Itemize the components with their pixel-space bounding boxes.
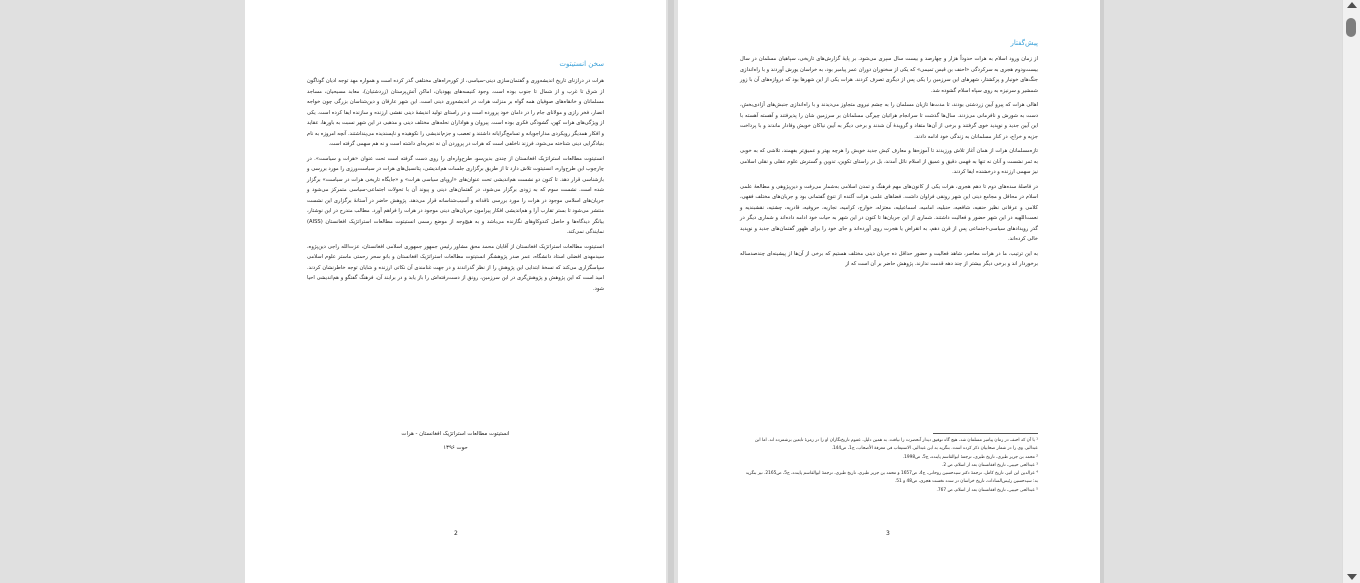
document-page-2 <box>245 0 666 583</box>
paragraph: انستیتوت مطالعات استراتژیک افغانستان از آقایان محمد محق مشاور رئیس جمهور جمهوری اسلامی افغانستان، عزت‌الله راجی دین‌پژوه، سیدمهدی افضلی استاد دانشگاه، عمر صدر پژوهشگر انستیتوت مطالعات استراتژیک افغانستان و بانو سحر رحمتی ماستر علوم اسلامی سپاسگزاری می‌کند که نسخهٔ ابتدایی این پژوهش را از نظر گذراندند و در جهت غنامندی آن نکاتی ارزنده و شایان توجه خاطرنشان کردند. امید است که این پژوهش و پژوهش‌گری در این سرزمین، رونق از دست‌رفته‌اش را باز یابد و در برابند آن، فرهنگ گفتگو و هم‌اندیشی احیا شود. <box>307 243 604 292</box>
footnote: ⁵ عبدالحی حبیبی، تاریخ افغانستان بعد از اسلام، ص 767. <box>936 487 1038 493</box>
paragraph: تازه‌مسلمانان هرات از همان آغاز تلاش ورزیدند تا آموزه‌ها و معارف کیش جدید خویش را هرچه بهتر و عمیق‌تر بفهمند، تلاشی که به خوبی به ثمر نشست و آنان نه تنها به فهمی دقیق و عمیق از اسلام نائل آمدند، بل در راستای تکوین، تدوین و گسترش علوم عقلی و نقلی اسلامی نیز سهمی ارزنده و درخشنده ایفا کردند. <box>740 148 1038 175</box>
paragraph: اهالی هرات که پیرو آیین زردشتی بودند، تا مدت‌ها تازیان مسلمان را به چشم نیروی متجاوز می‌دیدند و با راه‌اندازی جنبش‌های آزادی‌بخش، دست به شورش و نافرمانی می‌زدند. سال‌ها گذشت تا سرانجام هراتیان چیرگی مسلمانان بر سرزمین شان را پذیرفتند و آهسته آهسته با این آیین جدید و نوپدید خوی گرفتند و برخی از آن‌ها متقاد و گرویدهٔ آن شدند و برخی دیگر به آیین نیاکان خویش وفادار ماندند و با پرداخت جزیه و خراج، در کنار مسلمانان به زندگی خود ادامه دادند. <box>740 102 1038 140</box>
scroll-down-arrow-icon[interactable] <box>1347 574 1357 580</box>
scroll-up-arrow-icon[interactable] <box>1347 2 1357 8</box>
page-edge-shadow <box>1100 0 1104 583</box>
section-heading: سخن انستیتوت <box>559 60 604 68</box>
body-text <box>307 76 604 294</box>
paragraph: هرات در درازنای تاریخ اندیشه‌وری و گفتمان‌سازی دینی-سیاسی، از کوره‌راه‌های مختلفی گذر کرده است و همواره مهد توجه ادیان گوناگون از شرق تا غرب و از شمال تا جنوب بوده است. وجود کنیسه‌های یهودیان، اماکن آتش‌پرستان (زردشتیان)، معابد مسیحیان، مساجد مسلمانان و خانقاه‌های صوفیان همه گواه بر منزلت هرات در اندیشه‌وری دینی است. این شهر عارفان و دین‌شناسان بزرگی چون خواجه انصار، فخر رازی و مولانای جام را در دامان خود پرورده است و در راستای تولید اندیشهٔ دینی نقشی ارزنده و سازنده ایفا کرده است. یکی از ویژگی‌های هرات کهن، گشودگی فکری بوده است. پیروان و هواداران نحله‌های مختلف دینی و مذهبی در این شهر نسبت به باورها، عقاید و افکار همدیگر رویکردی مداراجویانه و تسامح‌گرایانه داشتند و تعصب و جزم‌اندیشی را نکوهیده و ناپسندیده می‌پنداشتند. آنچه امروزه به نام بنیادگرایی دینی شناخته می‌شود، فرزند ناخلفی است که هرات در پروردن آن نه تجربه‌ای داشته است و نه هم سهمی گرفته است. <box>307 78 604 147</box>
section-heading: پیش‌گفتار <box>1010 39 1038 47</box>
footnote: ⁴ عزالدین ابن اثیر، تاریخ کامل، ترجمهٔ دکتر سیدحسین روحانی، ج4، ص1657 و محمد بن جریر طبری، تاریخ طبری، ترجمهٔ ابوالقاسم پاینده، ج5، ص2165. نیز بنگرید به: سیدحسین رئیس‌السادات، تاریخ خراسان در سده نخست هجری، ص48 و 51. <box>745 471 1038 485</box>
scroll-thumb[interactable] <box>1346 18 1356 37</box>
footnote-separator <box>933 433 1038 434</box>
footnotes <box>740 437 1038 495</box>
document-page-3 <box>678 0 1100 583</box>
paragraph: به این ترتیب، ما در هرات معاصر، شاهد فعالیت و حضور حداقل ده جریان دینی مختلف هستیم که برخی از آن‌ها از پیشینه‌ای چندصدساله برخوردار اند و برخی دیگر بیشتر از چند دهه قدمت ندارند. پژوهش حاضر بر آن است که از <box>740 250 1038 267</box>
page-number: 3 <box>886 530 890 537</box>
paragraph: انستیتوت مطالعات استراتژیک افغانستان از چندی بدین‌سو، طرح‌واره‌ای را روی دست گرفته است تحت عنوان «هرات و سیاست». در چارچوب این طرح‌واره، انستیتوت تلاش دارد تا از طریق برگزاری جلسات هم‌اندیشی، پتانسیل‌های هرات در سیاست‌ورزی را مورد بررسی و بازشناسی قرار دهد. تا کنون دو نشست هم‌اندیشی تحت عنوان‌های «اروپای سیاسی هرات» و «جایگاه تاریخی هرات در سیاست» برگزار شده است. نشست سوم که به زودی برگزار می‌شود، در گفتمان‌های دینی و پیوند آن با تحولات اجتماعی-سیاسی متمرکز می‌شود و جریان‌های اسلامی موجود در هرات را مورد بررسی ناقدانه و آسیب‌شناسانه قرار می‌دهد. پژوهش حاضر در آستانهٔ برگزاری این نشست منتشر می‌شود تا بستر تقارب آرا و هم‌اندیشی افکار پیرامون جریان‌های دینی موجود در هرات را فراهم آورد. مطالب مندرج در این نوشتار، بیانگر دیدگاه‌ها و حاصل کندوکاوهای نگارنده می‌باشد و به هیچ‌وجه از موضع رسمی انستیتوت مطالعات استراتژیک افغانستان (AISS) نمایندگی نمی‌کند. <box>307 155 604 235</box>
signature-org: انستیتوت مطالعات استراتژیک افغانستان - هرات <box>401 431 510 437</box>
paragraph: در فاصلهٔ سده‌های دوم تا دهم هجری، هرات یکی از کانون‌های مهم فرهنگ و تمدن اسلامی به‌شمار می‌رفت و دین‌پژوهی و مطالعهٔ علمی اسلام در محافل و مجامع دینی این شهر رونقی فراوان داشت. فضاهای علمی هرات آکنده از تنوع گفتمانی بود و جریان‌های مختلف فقهی، کلامی و عرفانی نظیر حنفیه، شافعیه، حنبلیه، امامیه، اسماعیلیه، معتزله، خوارج، کرامیه، نجاریه، حروفیه، قادریه، چشتیه، نقشبندیه و نعمت‌اللهیه در این شهر حضور و فعالیت داشتند. شماری از این جریان‌ها تا کنون در این شهر به حیات خود ادامه داده‌اند و شماری دیگر در گذر رویدادهای سیاسی-اجتماعی پس از قرن دهم، به انقراض یا هجرت روی آورده‌اند و جای خود را برای ظهور گفتمان‌های جدید و نوپدید خالی کرده‌اند. <box>740 183 1038 242</box>
page-number: 2 <box>454 530 458 537</box>
body-text <box>740 54 1038 270</box>
vertical-scrollbar[interactable] <box>1342 0 1360 583</box>
signature-date: حوت ۱۳۹۶ <box>443 445 468 451</box>
footnote: ³ عبدالحی حبیبی، تاریخ افغانستان بعد از اسلام، ص 2. <box>942 462 1038 468</box>
paragraph: از زمان ورود اسلام به هرات حدوداً هزار و چهارصد و بیست سال سپری می‌شود. بر پایهٔ گزارش‌های تاریخی، سپاهیان مسلمان در سال بیست‌ودوم هجری به سرکردگی «احنف بن قیس تمیمی» که یکی از سخنوران دوران عمر پیامبر بود، به خراسان یورش آوردند و با راه‌اندازی جنگ‌های خونبار و پرکشتار، شهرهای این سرزمین را یکی پس از دیگری تصرف کردند. هرات یکی از این شهرها بود که دروازه‌های آن با زور شمشیر و سرنیزه به روی سپاه اسلام گشوده شد. <box>740 56 1038 94</box>
page-gap <box>668 0 674 583</box>
footnote: ¹ با آن که احنف در زمان پیامبر مسلمان شد، هیچ گاه توفیق دیدار آنحضرت را نیافت. به همین دلیل، عموم تاریخ‌نگاران او را در زمرهٔ تابعین برشمرده اند. اما ابن عبدالبر، وی را در شمار صحابیان ذکر کرده است. بنگرید به ابن عبدالبر، الاستیعاب فی معرفة الأصحاب، ج1، ص144. <box>754 438 1038 452</box>
footnote: ² محمد بن جریر طبری، تاریخ طبری، ترجمهٔ ابوالقاسم پاینده، ج5، ص1998. <box>902 454 1038 460</box>
